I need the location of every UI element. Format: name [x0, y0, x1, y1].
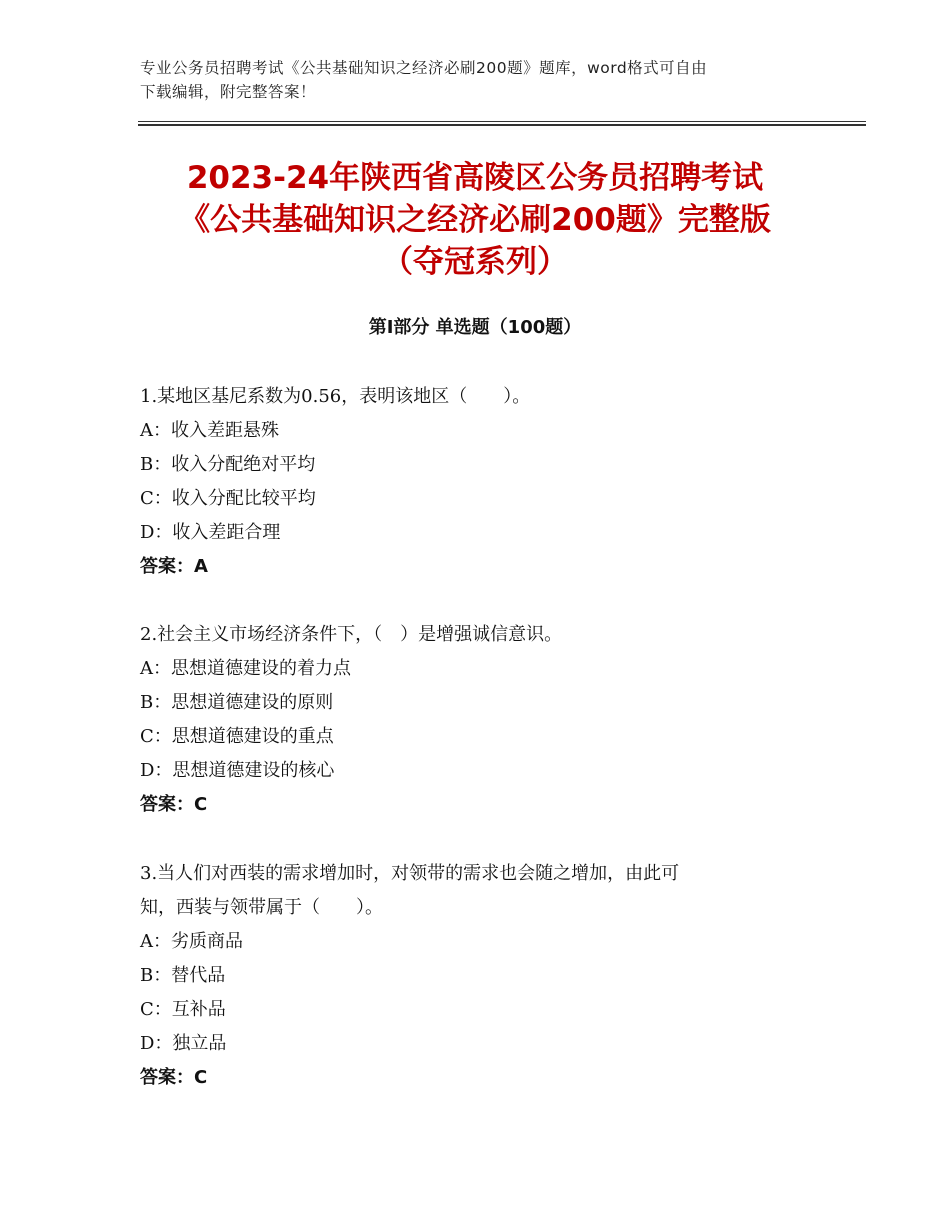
option-c: C：互补品: [140, 999, 226, 1020]
question-stem: 3.当人们对西装的需求增加时，对领带的需求也会随之增加，由此可: [140, 863, 680, 884]
question-block: [140, 857, 820, 1095]
header-divider-thick: [138, 124, 866, 126]
option-d: D：收入差距合理: [140, 522, 281, 543]
header-note: [140, 56, 820, 104]
document-title: [100, 157, 850, 283]
option-b: B：收入分配绝对平均: [140, 454, 316, 475]
question-block: [140, 618, 820, 822]
header-note-line: 专业公务员招聘考试《公共基础知识之经济必刷200题》题库，word格式可自由: [140, 59, 708, 77]
option-c: C：收入分配比较平均: [140, 488, 316, 509]
header-note-line: 下载编辑，附完整答案！: [140, 83, 317, 101]
answer-label: 答案：C: [140, 1067, 208, 1088]
answer-label: 答案：A: [140, 556, 208, 577]
title-line: 《公共基础知识之经济必刷200题》完整版: [179, 202, 771, 238]
option-c: C：思想道德建设的重点: [140, 726, 334, 747]
question-stem: 2.社会主义市场经济条件下，（ ）是增强诚信意识。: [140, 624, 563, 645]
title-line: 2023-24年陕西省高陵区公务员招聘考试: [186, 160, 764, 196]
option-d: D：思想道德建设的核心: [140, 760, 335, 781]
section-heading: 第Ⅰ部分 单选题（100题）: [368, 317, 582, 338]
option-a: A：劣质商品: [140, 931, 243, 952]
question-stem: 1.某地区基尼系数为0.56，表明该地区（ ）。: [140, 386, 531, 407]
title-line: （夺冠系列）: [382, 244, 568, 280]
option-b: B：思想道德建设的原则: [140, 692, 334, 713]
answer-label: 答案：C: [140, 794, 208, 815]
option-b: B：替代品: [140, 965, 226, 986]
option-a: A：收入差距悬殊: [140, 420, 279, 441]
question-block: [140, 380, 820, 584]
question-stem-continuation: 知，西装与领带属于（ ）。: [140, 897, 383, 918]
option-a: A：思想道德建设的着力点: [140, 658, 351, 679]
option-d: D：独立品: [140, 1033, 227, 1054]
header-divider-thin: [138, 121, 866, 122]
